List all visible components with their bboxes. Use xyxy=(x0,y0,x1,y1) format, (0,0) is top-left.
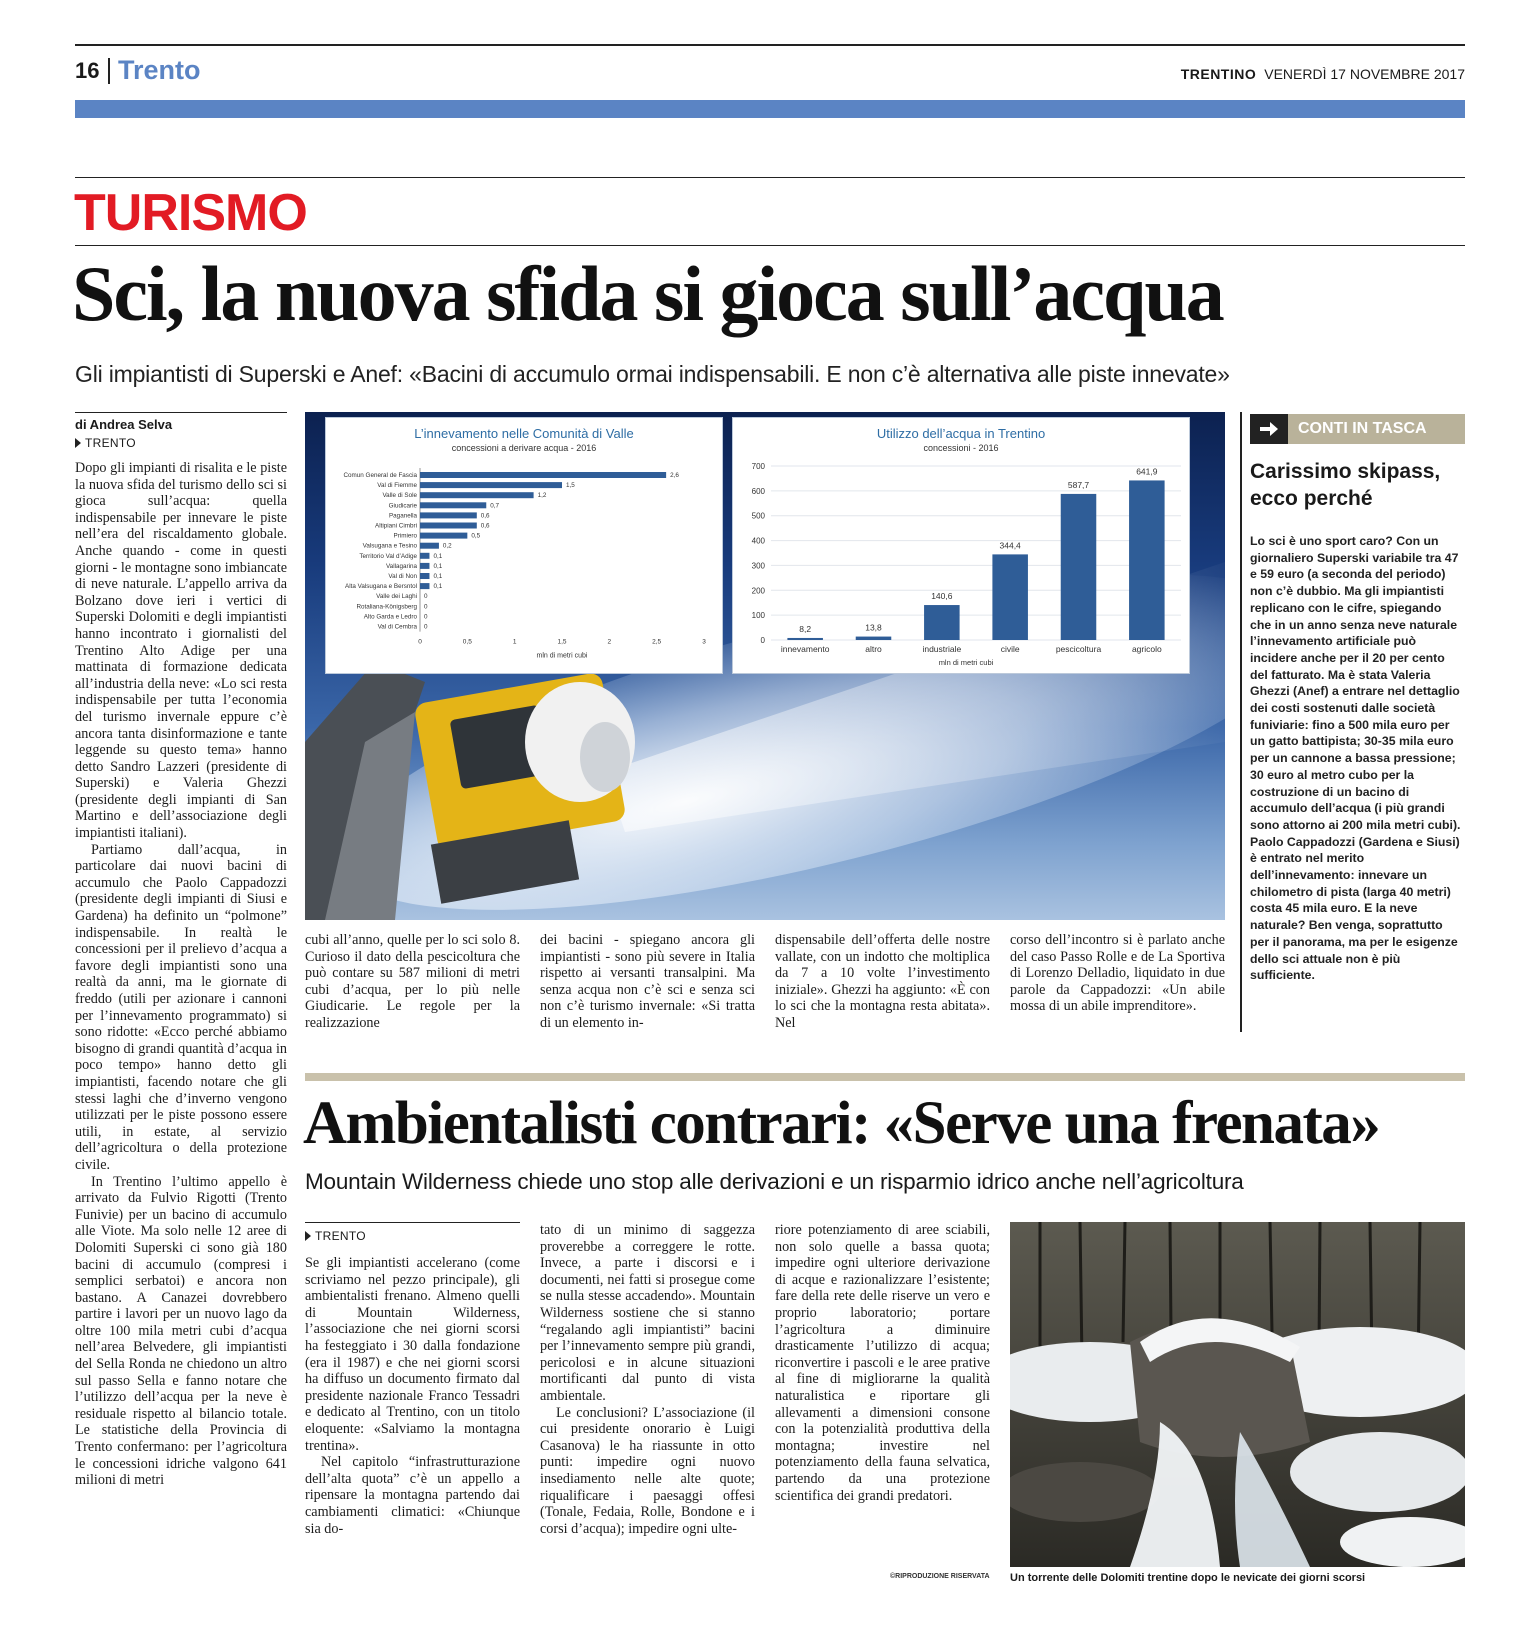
chart2-bar xyxy=(992,554,1028,640)
chart2-tick-label: 100 xyxy=(751,611,765,621)
chart1-data-label: 1,5 xyxy=(566,482,575,490)
main-headline: Sci, la nuova sfida si gioca sull’acqua xyxy=(72,250,1223,337)
chart2-category-label: industriale xyxy=(922,644,962,654)
chart1-category-label: Altipiani Cimbri xyxy=(375,522,417,530)
chart2-data-label: 641,9 xyxy=(1136,466,1158,477)
chart1-bar xyxy=(420,512,477,518)
chart1-category-label: Val di Fiemme xyxy=(377,482,417,490)
chart1-category-label: Giudicarie xyxy=(388,502,417,510)
issue-date: VENERDÌ 17 NOVEMBRE 2017 xyxy=(1264,66,1465,82)
byline: di Andrea Selva xyxy=(75,417,173,432)
chart2-subtitle: concessioni - 2016 xyxy=(923,443,999,453)
article2-paragraph: Le conclusioni? L’associazione (il cui presidente onorario è Luigi Casanova) le ha riassunte in otto punti: impedire ogni nuovo insediamento nelle alte quote; riqualificare i paesaggi offesi (Tonale, Fedaia, Rolle, Bondone e i corsi d’acqua); impedire ogni ulte- xyxy=(540,1404,755,1537)
chart1-bar xyxy=(420,573,429,579)
chart1-bar xyxy=(420,543,439,549)
chart1-bar xyxy=(420,553,429,559)
chart1-data-label: 0,7 xyxy=(490,502,500,510)
chart2-bar xyxy=(924,605,960,640)
article2-paragraph: riore potenziamento di aree sciabili, non solo quelle a bassa quota; impedire ogni ulteriore derivazione di acque e razionalizzare l’esistente; fare della rete delle riserve un vero e proprio laboratorio; portare l’agricoltura a diminuire drasticamente l’utilizzo di acqua; riconvertire i pascoli e le aree prative al fine di migliorarne la qualità naturalistica e riportare gli allevamenti a dimensioni consone con la potenzialità produttiva della montagna; investire nel potenziamento della fauna selvatica, partendo da una protezione scientifica dei grandi predatori. xyxy=(775,1222,990,1504)
chart2-bar xyxy=(787,638,823,640)
article1-column-1 xyxy=(75,460,287,1595)
main-subheadline: Gli impiantisti di Superski e Anef: «Bacini di accumulo ormai indispensabili. E non c’è alternativa alle piste innevate» xyxy=(75,361,1230,387)
chart2-category-label: pescicoltura xyxy=(1055,644,1102,654)
header-separator xyxy=(108,58,110,84)
chart1-category-label: Val di Non xyxy=(388,573,417,580)
photo-caption: Un torrente delle Dolomiti trentine dopo le nevicate dei giorni scorsi xyxy=(1010,1572,1366,1584)
article2-paragraph: Nel capitolo “infrastrutturazione dell’alta quota” c’è un appello a ripensare la montagna partendo dai cambiamenti climatici: «Chiunque sia do- xyxy=(305,1454,520,1537)
top-rule xyxy=(75,44,1465,46)
chart1-tick-label: 3 xyxy=(702,638,706,646)
arrow-right-icon xyxy=(1250,414,1288,444)
article1-column-3 xyxy=(540,932,755,1032)
chart1-tick-label: 2 xyxy=(607,638,612,646)
chart1-subtitle: concessioni a derivare acqua - 2016 xyxy=(451,443,597,453)
article1-column-2 xyxy=(305,932,520,1032)
byline-rule xyxy=(75,412,287,413)
chart1-category-label: Val di Cembra xyxy=(377,623,417,631)
chart2-data-label: 344,4 xyxy=(999,540,1021,551)
chart1-bar xyxy=(420,523,477,529)
chart2-data-label: 587,7 xyxy=(1067,479,1090,490)
masthead-line xyxy=(1181,66,1465,82)
article2-paragraph: tato di un minimo di saggezza proverebbe a correggere le rotte. Invece, a parte i discorsi e i documenti, nei fatti si prosegue come se nulla stesse accadendo». Mountain Wilderness sostiene che si stanno “regalando agli impiantisti” bacini per l’innevamento sempre più grandi, pericolosi e in alcune situazioni mortificanti dal punto di vista ambientale. xyxy=(540,1222,755,1404)
chart1-data-label: 0,1 xyxy=(433,573,443,580)
chart1-title: L’innevamento nelle Comunità di Valle xyxy=(414,426,634,441)
chart1-data-label: 1,2 xyxy=(537,492,547,500)
chart1-category-label: Valsugana e Tesino xyxy=(362,542,417,550)
chart2-data-label: 13,8 xyxy=(865,622,882,633)
snow-cannon-photo xyxy=(305,412,1225,920)
article1-paragraph: In Trentino l’ultimo appello è arrivato da Fulvio Rigotti (Trento Funivie) per un bacino di accumulo alle Viote. Ma solo nelle 12 aree di Dolomiti Superski ci sono già 180 bacini di accumulo (compresi i semplici serbatoi) e ancora non bastano. A Canazei dovrebbero partire i lavori per un nuovo lago da oltre 100 mila metri cubi d’acqua nell’area Belvedere, gli impiantisti del Sella Ronda ne chiedono un altro sul passo Sella e fanno notare che l’utilizzo dell’acqua per la neve è residuale rispetto al bilancio totale. Le statistiche della Provincia di Trento confermano: per l’agricoltura le concessioni idriche valgono 641 milioni di metri xyxy=(75,1173,287,1489)
dateline-marker-icon xyxy=(75,438,81,448)
chart2-tick-label: 200 xyxy=(751,586,765,596)
chart1-data-label: 0,1 xyxy=(433,552,443,560)
article1-column-4 xyxy=(775,932,990,1032)
chart2-tick-label: 0 xyxy=(760,636,765,645)
article1-paragraph: dispensabile dell’offerta delle nostre vallate, con un indotto che moltiplica da 7 a 10 volte l’investimento iniziale». Ghezzi ha aggiunto: «È con lo sci che la montagna resta abitata». Nel xyxy=(775,932,990,1031)
chart1-bar xyxy=(420,583,429,589)
chart1-data-label: 0,1 xyxy=(433,562,443,570)
chart2-tick-label: 600 xyxy=(751,486,765,496)
chart1-category-label: Primiero xyxy=(393,532,417,540)
article1-paragraph: Dopo gli impianti di risalita e le piste la nuova sfida del turismo dello sci si gioca sull’acqua: quella indispensabile per innevare le piste nell’era del riscaldamento globale. Anche quando - come in questi giorni - le montagne sono imbiancate di neve naturale. L’appello arriva da Bolzano dove ieri i vertici di Superski Dolomiti e degli impiantisti hanno incontrato i giornalisti del Trentino Alto Adige per una mattinata di formazione dedicata all’industria della neve: «Lo sci resta indispensabile per tutta l’economia del turismo invernale eppure c’è ancora tanta disinformazione e tante leggende su questo tema» hanno detto Sandro Lazzeri (presidente di Superski) e Valeria Ghezzi (presidente degli impianti di San Martino e dell’associazione degli impiantisti italiani). xyxy=(75,460,287,842)
chart2-category-label: agricolo xyxy=(1131,644,1162,654)
chart2-bar xyxy=(1061,494,1097,640)
chart-innevamento-comunita xyxy=(325,417,723,674)
chart1-data-label: 0,5 xyxy=(471,532,481,540)
chart1-tick-label: 1 xyxy=(512,638,517,646)
article2-divider-band xyxy=(305,1073,1465,1081)
chart2-tick-label: 700 xyxy=(751,462,765,471)
chart1-category-label: Valle dei Laghi xyxy=(376,593,417,601)
article2-column-1 xyxy=(305,1255,520,1537)
chart2-tick-label: 400 xyxy=(751,536,765,546)
newspaper-name: TRENTINO xyxy=(1180,66,1257,82)
chart1-data-label: 0,1 xyxy=(433,583,443,591)
article2-paragraph: Se gli impiantisti accelerano (come scriviamo nel pezzo principale), gli ambientalisti frenano. Almeno quelli di Mountain Wilderness, l’associazione che nei giorni scorsi ha festeggiato i 30 dalla fondazione (era il 1987) e che nei giorni scorsi ha diffuso un documento firmato dal presidente nazionale Franco Tessadri e dedicato al Trentino, con un titolo eloquente: «Salviamo la montagna trentina». xyxy=(305,1255,520,1454)
chart2-axis-title: mln di metri cubi xyxy=(938,658,994,667)
chart1-plot xyxy=(326,418,724,675)
chart1-category-label: Alta Valsugana e Bersntol xyxy=(345,583,417,591)
chart1-tick-label: 0,5 xyxy=(462,638,472,646)
chart1-bar xyxy=(420,502,486,508)
topic-rule xyxy=(75,177,1465,178)
chart2-tick-label: 500 xyxy=(751,511,765,521)
chart2-category-label: altro xyxy=(865,644,882,654)
dateline xyxy=(75,436,136,450)
river-photo xyxy=(1010,1222,1465,1567)
sidebar-body: Lo sci è uno sport caro? Con un giornaliero Superski variabile tra 47 e 59 euro (a seconda del periodo) non c’è dubbio. Ma gli impiantisti replicano con le cifre, spiegando che in un anno senza neve naturale l’innevamento artificiale può incidere anche per il 20 per cento del fatturato. Ma è stata Valeria Ghezzi (Anef) a entrare nel dettaglio dei costi sostenuti dalle società funiviarie: fino a 500 mila euro per un gatto battipista; 30-35 mila euro per un cannone a bassa pressione; 30 euro al metro cubo per la costruzione di un bacino di accumulo dell’acqua (i più grandi sono attorno ai 200 mila metri cubi). Paolo Cappadozzi (Gardena e Siusi) è entrato nel merito dell’innevamento: innevare un chilometro di pista (larga 40 metri) costa 45 mila euro. E la neve naturale? Ben venga, soprattutto per il panorama, ma per le esigenze dello sci attuale non è più sufficiente. xyxy=(1250,534,1461,983)
dateline-text: TRENTO xyxy=(85,436,136,450)
chart1-data-label: 0 xyxy=(424,613,428,621)
dateline-marker-icon xyxy=(305,1231,311,1241)
chart2-title: Utilizzo dell’acqua in Trentino xyxy=(876,426,1046,441)
article2-dateline-rule xyxy=(305,1222,520,1223)
chart-utilizzo-acqua xyxy=(732,417,1190,674)
article1-paragraph: Partiamo dall’acqua, in particolare dai nuovi bacini di accumulo che Paolo Cappadozzi (presidente degli impianti di Siusi e Gardena) ha definito un “polmone” indispensabile. In realtà le concessioni per il prelievo d’acqua a favore degli impiantisti sono una realtà da anni, ma le giornate di freddo (utili per azionare i cannoni per l’innevamento programmato) si sono ridotte: «Ecco perché abbiamo bisogno di grandi quantità d’acqua in poco tempo» hanno detto gli impiantisti, facendo notare che gli stessi laghi che d’inverno vengono utilizzati per le piste possono essere utili, in estate, al servizio dell’agricoltura o della protezione civile. xyxy=(75,841,287,1173)
chart2-tick-label: 300 xyxy=(751,561,765,571)
chart1-axis-title: mln di metri cubi xyxy=(536,652,588,660)
article1-paragraph: cubi all’anno, quelle per lo sci solo 8. Curioso il dato della pescicoltura che può contare su 587 milioni di metri cubi d’acqua, per lo più nelle Giudicarie. Le regole per la realizzazione xyxy=(305,932,520,1031)
chart2-plot xyxy=(733,418,1191,675)
chart1-category-label: Alto Garda e Ledro xyxy=(363,613,417,621)
article2-column-3 xyxy=(775,1222,990,1504)
sidebar-divider xyxy=(1240,412,1242,1032)
chart1-bar xyxy=(420,563,429,569)
chart2-bar xyxy=(856,637,892,640)
chart1-bar xyxy=(420,482,562,488)
chart1-category-label: Rotaliana-Königsberg xyxy=(356,603,417,611)
article2-subheadline: Mountain Wilderness chiede uno stop alle derivazioni e un risparmio idrico anche nell’agricoltura xyxy=(305,1169,1244,1194)
chart1-data-label: 0 xyxy=(424,603,428,611)
river-illustration xyxy=(1010,1222,1465,1567)
article1-paragraph: corso dell’incontro si è parlato anche del caso Passo Rolle e de La Sportiva di Lorenzo Delladio, liquidato in due parole da Cappadozzi: «Un abile mossa di un abile imprenditore». xyxy=(1010,932,1225,1015)
chart1-category-label: Territorio Val d’Adige xyxy=(359,552,417,560)
chart2-data-label: 140,6 xyxy=(931,591,953,602)
chart1-bar xyxy=(420,533,467,539)
chart2-category-label: innevamento xyxy=(780,644,830,654)
chart1-data-label: 0,6 xyxy=(480,522,490,530)
article2-column-2 xyxy=(540,1222,755,1537)
chart1-bar xyxy=(420,492,534,498)
chart1-tick-label: 1,5 xyxy=(557,638,567,646)
header-color-band xyxy=(75,100,1465,118)
chart1-category-label: Vallagarina xyxy=(385,562,417,570)
chart1-category-label: Valle di Sole xyxy=(382,492,417,500)
chart1-data-label: 0,6 xyxy=(480,512,490,520)
article1-paragraph: dei bacini - spiegano ancora gli impiantisti - sono più severe in Italia rispetto ai versanti transalpini. Ma senza acqua non c’è sci e senza sci non c’è turismo invernale: «Si tratta di un elemento in- xyxy=(540,932,755,1031)
page-number: 16 xyxy=(75,58,100,83)
chart2-data-label: 8,2 xyxy=(799,623,812,634)
chart1-category-label: Paganella xyxy=(388,512,417,520)
article2-headline: Ambientalisti contrari: «Serve una frenata» xyxy=(303,1090,1380,1157)
chart1-tick-label: 2,5 xyxy=(652,638,662,646)
chart2-category-label: civile xyxy=(1000,644,1020,654)
copyright-notice: ©RIPRODUZIONE RISERVATA xyxy=(890,1573,990,1580)
chart2-bar xyxy=(1129,480,1165,640)
dateline-text: TRENTO xyxy=(315,1229,366,1243)
sidebar-tag xyxy=(1250,414,1465,444)
sidebar-tag-label: CONTI IN TASCA xyxy=(1288,414,1465,444)
section-title: Trento xyxy=(118,55,201,85)
chart1-category-label: Comun General de Fascia xyxy=(343,472,417,479)
chart1-data-label: 2,6 xyxy=(670,472,679,479)
sidebar-headline: Carissimo skipass, ecco perché xyxy=(1250,460,1441,510)
chart1-data-label: 0 xyxy=(424,593,428,601)
topic-label: TURISMO xyxy=(74,184,307,242)
chart1-bar xyxy=(420,472,666,478)
chart1-data-label: 0 xyxy=(424,623,428,631)
chart1-tick-label: 0 xyxy=(418,638,422,646)
chart1-data-label: 0,2 xyxy=(442,542,452,550)
article1-column-5 xyxy=(1010,932,1225,1015)
headline-rule xyxy=(75,245,1465,246)
article2-dateline xyxy=(305,1229,366,1243)
